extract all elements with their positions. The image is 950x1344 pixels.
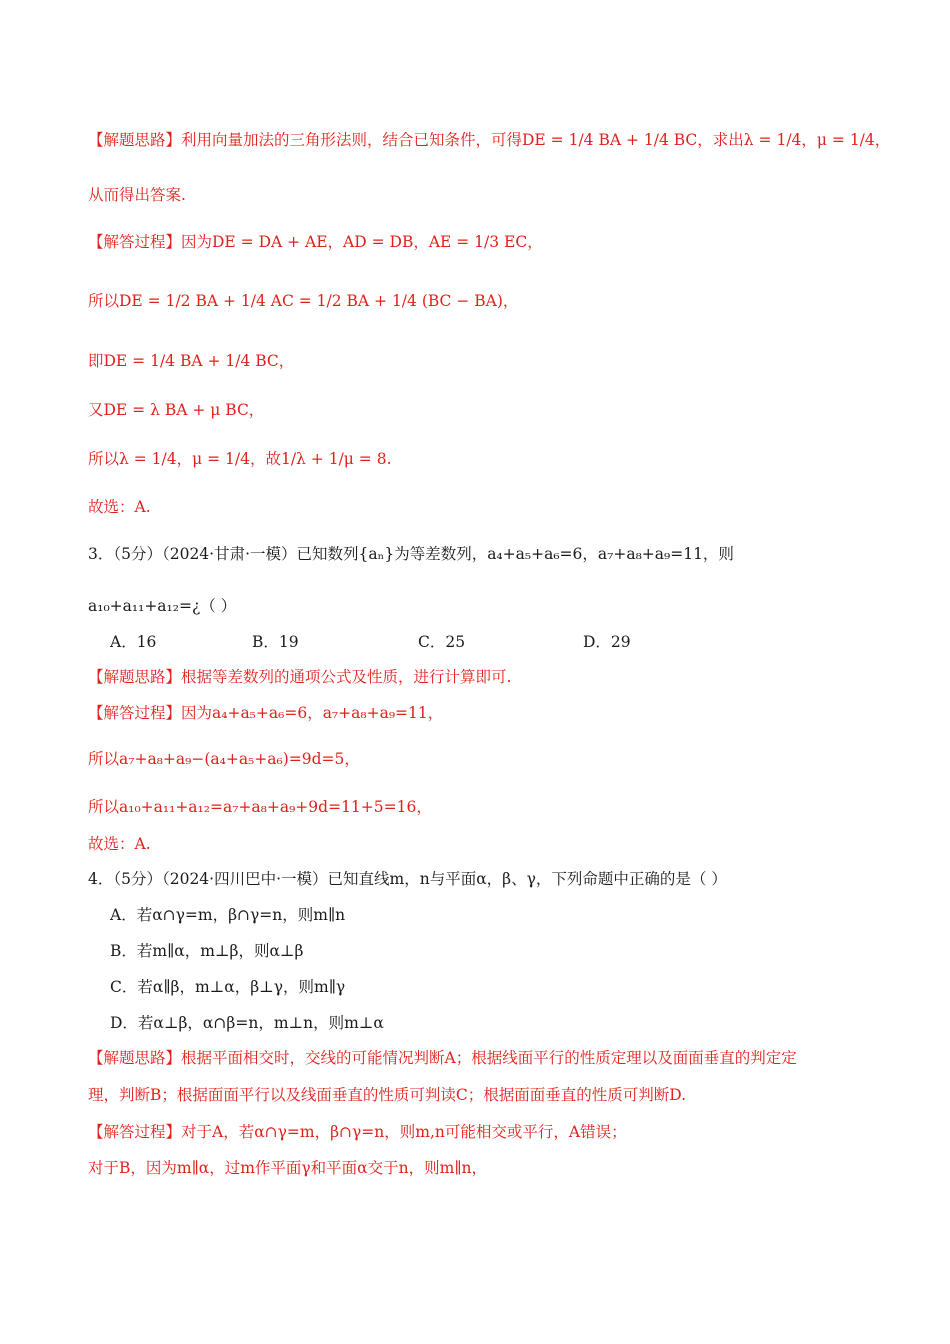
q3-process-2: 所以a₇+a₈+a₉−(a₄+a₅+a₆)=9d=5， bbox=[88, 750, 360, 768]
q4-stem: 4．（5分）（2024·四川巴中·一模）已知直线m，n与平面α，β、γ，下列命题中正确的是（ ） bbox=[88, 870, 727, 888]
q3-stem: 3．（5分）（2024·甘肃·一模）已知数列{aₙ}为等差数列，a₄+a₅+a₆=6，a₇+a₈+a₉=11，则 bbox=[88, 545, 734, 563]
q4-option-c: C．若α∥β，m⊥α，β⊥γ，则m∥γ bbox=[110, 978, 346, 996]
q4-thought-2: 理，判断B；根据面面平行以及线面垂直的性质可判读C；根据面面垂直的性质可判断D. bbox=[88, 1086, 687, 1104]
q2-process-3: 即DE = 1/4 BA + 1/4 BC， bbox=[88, 352, 295, 370]
q4-thought-1: 【解题思路】根据平面相交时，交线的可能情况判断A；根据线面平行的性质定理以及面面垂直的判定定 bbox=[88, 1049, 797, 1067]
q4-option-d: D．若α⊥β，α∩β=n，m⊥n，则m⊥α bbox=[110, 1014, 384, 1032]
q3-thought: 【解题思路】根据等差数列的通项公式及性质，进行计算即可. bbox=[88, 668, 512, 686]
q2-process-2: 所以DE = 1/2 BA + 1/4 AC = 1/2 BA + 1/4 (BC − BA)， bbox=[88, 292, 519, 310]
q3-option-b: B．19 bbox=[252, 633, 299, 651]
q2-answer: 故选：A. bbox=[88, 498, 151, 516]
q2-process-4: 又DE = λ BA + μ BC， bbox=[88, 401, 265, 419]
q2-thought: 【解题思路】利用向量加法的三角形法则，结合已知条件，可得DE = 1/4 BA + 1/4 BC，求出λ = 1/4，μ = 1/4， bbox=[88, 131, 891, 149]
q2-process-5: 所以λ = 1/4，μ = 1/4，故1/λ + 1/μ = 8. bbox=[88, 450, 392, 468]
q3-process-1: 【解答过程】因为a₄+a₅+a₆=6，a₇+a₈+a₉=11， bbox=[88, 704, 444, 722]
q3-answer: 故选：A. bbox=[88, 835, 151, 853]
q4-process-2: 对于B，因为m∥α，过m作平面γ和平面α交于n，则m∥n， bbox=[88, 1159, 487, 1177]
q3-option-a: A．16 bbox=[110, 633, 157, 651]
q3-option-d: D．29 bbox=[583, 633, 631, 651]
q2-thought-cont: 从而得出答案. bbox=[88, 186, 186, 204]
q4-process-1: 【解答过程】对于A，若α∩γ=m，β∩γ=n，则m,n可能相交或平行，A错误； bbox=[88, 1123, 627, 1141]
q3-process-3: 所以a₁₀+a₁₁+a₁₂=a₇+a₈+a₉+9d=11+5=16， bbox=[88, 798, 432, 816]
q4-option-a: A．若α∩γ=m，β∩γ=n，则m∥n bbox=[110, 906, 346, 924]
q2-process-1: 【解答过程】因为DE = DA + AE，AD = DB，AE = 1/3 EC， bbox=[88, 233, 543, 251]
q3-option-c: C．25 bbox=[418, 633, 466, 651]
q4-option-b: B．若m∥α，m⊥β，则α⊥β bbox=[110, 942, 304, 960]
q3-stem-cont: a₁₀+a₁₁+a₁₂=¿（ ） bbox=[88, 597, 237, 615]
